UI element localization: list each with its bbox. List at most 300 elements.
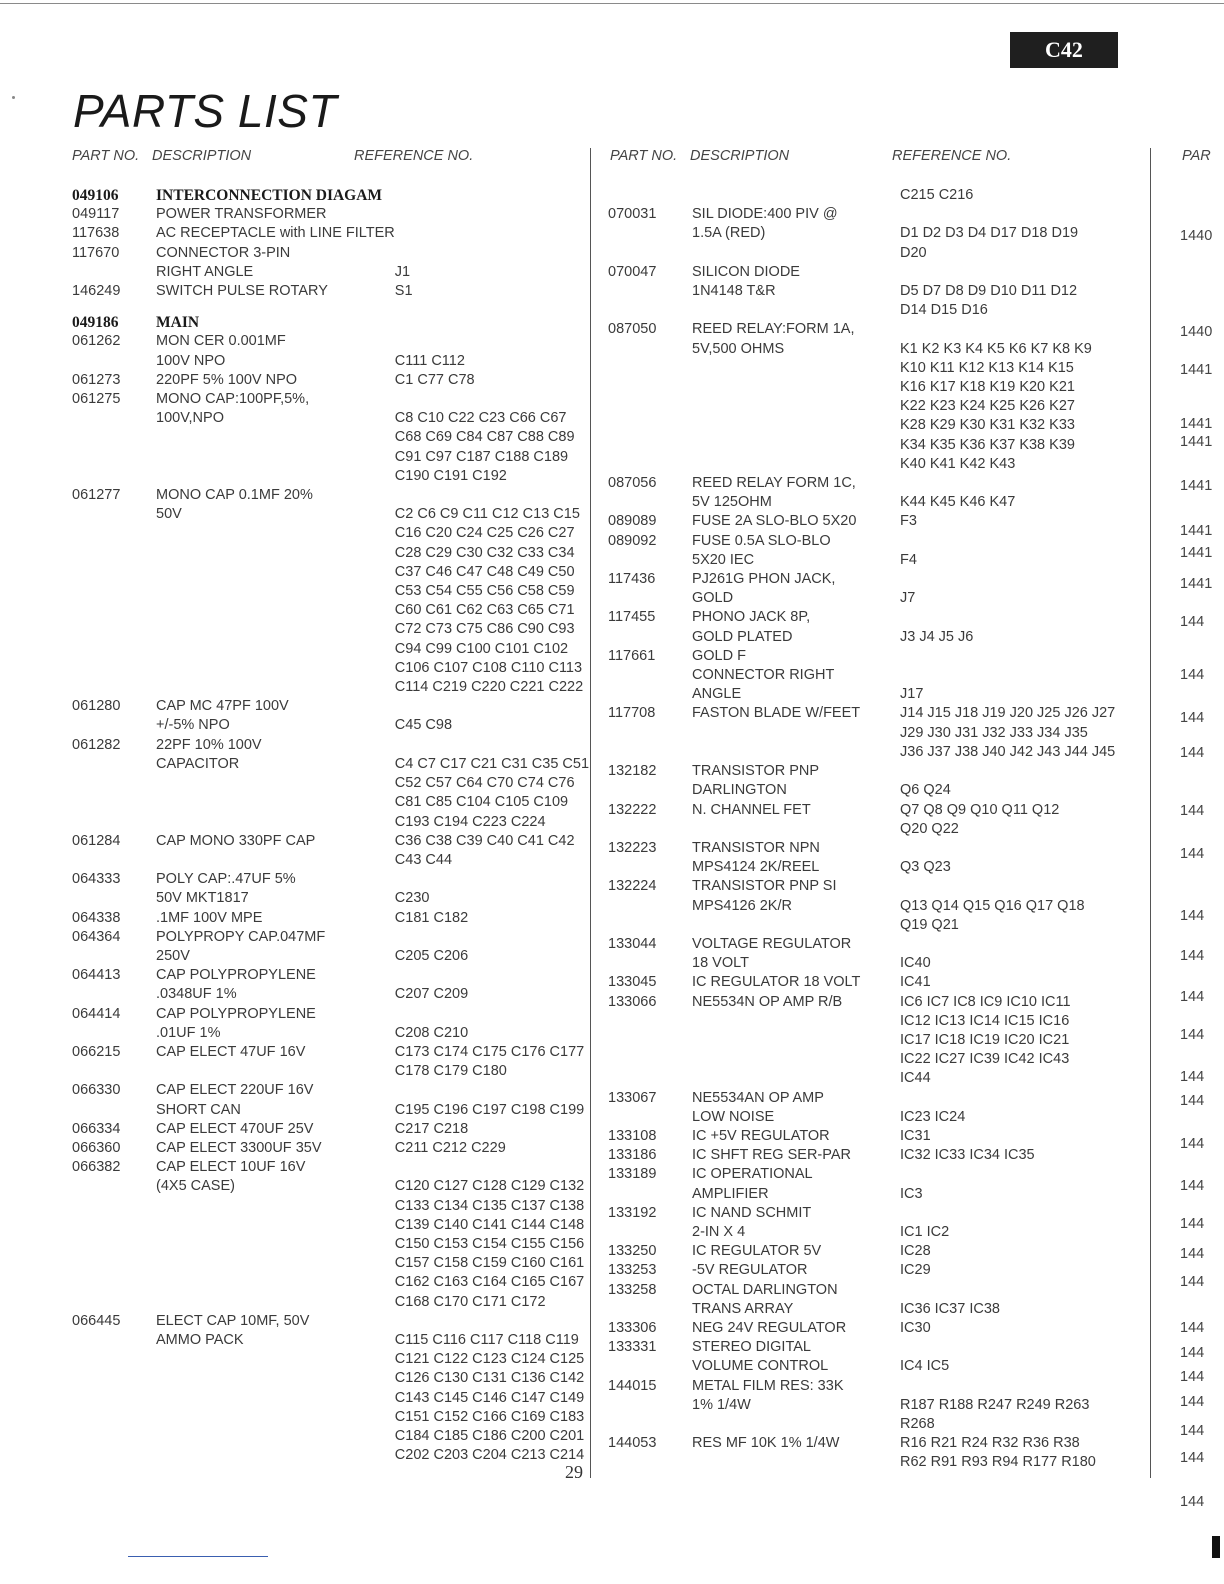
parts-row-middle [608, 570, 1140, 589]
parts-row-middle [608, 301, 1140, 320]
right-edge-part-fragment: 144 [1180, 1069, 1205, 1085]
reference-cell: C150 C153 C154 C155 C156 [394, 1235, 585, 1252]
parts-row-left [72, 563, 625, 582]
parts-row-left [72, 448, 625, 467]
description-cell: IC REGULATOR 18 VOLT [692, 974, 861, 991]
parts-row-middle [608, 1261, 1140, 1280]
part-no-cell: 064333 [72, 871, 121, 888]
description-cell: .01UF 1% [156, 1024, 221, 1041]
scan-speck [12, 96, 15, 99]
description-cell: NE5534AN OP AMP [692, 1089, 824, 1106]
description-cell [156, 467, 395, 486]
description-cell [156, 601, 395, 620]
parts-row-middle [608, 359, 1140, 378]
reference-cell: C157 C158 C159 C160 C161 [394, 1255, 585, 1272]
part-no-cell [72, 813, 156, 832]
parts-row-middle [608, 186, 1140, 205]
right-edge-part-fragment: 144 [1180, 948, 1205, 964]
reference-cell: C37 C46 C47 C48 C49 C50 [394, 563, 575, 580]
description-cell [156, 301, 395, 313]
parts-row-left [72, 1312, 625, 1331]
parts-row-middle [608, 474, 1140, 493]
parts-row-middle [608, 1108, 1140, 1127]
parts-row-middle [608, 993, 1140, 1012]
parts-row-left [72, 870, 625, 889]
part-no-cell [72, 352, 156, 371]
reference-cell [395, 1005, 625, 1024]
part-no-cell [72, 889, 156, 908]
parts-row-left [72, 1158, 625, 1177]
description-cell [156, 1254, 395, 1273]
description-cell: MPS4126 2K/R [692, 897, 792, 914]
parts-row-middle [608, 1127, 1140, 1146]
description-cell: .1MF 100V MPE [156, 909, 263, 926]
parts-row-middle [608, 589, 1140, 608]
description-cell [156, 1369, 395, 1388]
parts-row-middle [608, 244, 1140, 263]
description-cell [692, 359, 900, 378]
top-rule [0, 3, 1224, 4]
description-cell [692, 916, 900, 935]
part-no-cell [72, 620, 156, 639]
right-edge-part-fragment: 144 [1180, 1274, 1205, 1290]
parts-row-middle [608, 1185, 1140, 1204]
right-edge-part-fragment: 144 [1180, 1320, 1205, 1336]
reference-cell: R16 R21 R24 R32 R36 R38 [900, 1435, 1080, 1452]
reference-cell: K16 K17 K18 K19 K20 K21 [900, 379, 1075, 396]
part-no-cell: 061275 [72, 391, 121, 408]
description-cell: REED RELAY FORM 1C, [692, 475, 856, 492]
description-cell [692, 1415, 900, 1434]
description-cell: PJ261G PHON JACK, [692, 571, 836, 588]
description-cell [692, 301, 900, 320]
reference-cell: D1 D2 D3 D4 D17 D18 D19 [900, 225, 1079, 242]
parts-row-left [72, 1005, 625, 1024]
parts-row-left [72, 544, 625, 563]
part-no-cell [72, 301, 156, 313]
reference-cell: C81 C85 C104 C105 C109 [394, 794, 569, 811]
parts-row-middle [608, 1050, 1140, 1069]
reference-cell [395, 186, 625, 205]
right-edge-part-fragment: 1441 [1180, 545, 1213, 561]
parts-row-left [72, 909, 625, 928]
part-no-cell [72, 1197, 156, 1216]
description-cell [156, 563, 395, 582]
description-cell: CONNECTOR RIGHT [692, 667, 835, 684]
part-no-cell: 066330 [72, 1082, 121, 1099]
reference-cell [900, 647, 1140, 666]
parts-row-middle [608, 935, 1140, 954]
parts-row-left [72, 390, 625, 409]
reference-cell: IC36 IC37 IC38 [900, 1300, 1000, 1317]
parts-row-middle [608, 397, 1140, 416]
header-part-no-mid: PART NO. [610, 148, 678, 164]
description-cell [156, 448, 395, 467]
reference-cell [900, 205, 1140, 224]
reference-cell: C121 C122 C123 C124 C125 [394, 1351, 585, 1368]
description-cell: VOLUME CONTROL [692, 1358, 829, 1375]
right-edge-part-fragment: 144 [1180, 803, 1205, 819]
right-edge-part-fragment: 144 [1180, 1216, 1205, 1232]
description-cell [156, 1408, 395, 1427]
parts-row-middle [608, 801, 1140, 820]
reference-cell: F4 [900, 551, 917, 568]
reference-cell: IC30 [900, 1319, 931, 1336]
parts-row-left [72, 1043, 625, 1062]
description-cell: PHONO JACK 8P, [692, 609, 811, 626]
description-cell: CAP ELECT 470UF 25V [156, 1120, 314, 1137]
reference-cell [900, 1281, 1140, 1300]
part-no-cell [72, 448, 156, 467]
part-no-cell: 064413 [72, 967, 121, 984]
parts-row-left [72, 947, 625, 966]
reference-cell: C205 C206 [394, 947, 469, 964]
reference-cell [900, 1204, 1140, 1223]
description-cell: CAP ELECT 10UF 16V [156, 1159, 306, 1176]
description-cell: CAP POLYPROPYLENE [156, 1005, 316, 1022]
description-cell [692, 378, 900, 397]
part-no-cell: 066445 [72, 1312, 121, 1329]
parts-row-middle [608, 1146, 1140, 1165]
part-no-cell [72, 755, 156, 774]
description-cell [156, 1273, 395, 1292]
right-edge-part-fragment: 144 [1180, 908, 1205, 924]
parts-row-middle [608, 1434, 1140, 1453]
description-cell: CAP POLYPROPYLENE [156, 967, 316, 984]
reference-cell: IC17 IC18 IC19 IC20 IC21 [900, 1031, 1070, 1048]
part-no-cell [608, 589, 692, 608]
description-cell [156, 1427, 395, 1446]
reference-cell [395, 870, 625, 889]
reference-cell: C215 C216 [900, 187, 974, 203]
part-no-cell [72, 263, 156, 282]
reference-cell: J29 J30 J31 J32 J33 J34 J35 [900, 724, 1088, 741]
description-cell [156, 1446, 395, 1465]
part-no-cell: 133067 [608, 1089, 657, 1106]
right-edge-part-fragment: 1441 [1180, 576, 1213, 592]
part-no-cell: 133331 [608, 1339, 657, 1356]
reference-cell: C16 C20 C24 C25 C26 C27 [394, 525, 575, 542]
parts-row-left [72, 736, 625, 755]
part-no-cell [72, 1331, 156, 1350]
right-edge-part-fragment: 1441 [1180, 362, 1213, 378]
description-cell [156, 524, 395, 543]
right-edge-part-fragment: 1440 [1180, 228, 1213, 244]
part-no-cell [608, 743, 692, 762]
reference-cell [395, 486, 625, 505]
part-no-cell [608, 1300, 692, 1319]
description-cell: REED RELAY:FORM 1A, [692, 321, 855, 338]
parts-row-middle [608, 858, 1140, 877]
description-cell: CAP MONO 330PF CAP [156, 832, 316, 849]
header-description-left: DESCRIPTION [152, 148, 252, 164]
description-cell: FUSE 2A SLO-BLO 5X20 [692, 513, 857, 530]
parts-row-middle [608, 704, 1140, 723]
part-no-cell: 133045 [608, 974, 657, 991]
description-cell: 1.5A (RED) [692, 225, 766, 242]
part-no-cell: 132224 [608, 878, 657, 895]
reference-cell [395, 390, 625, 409]
description-cell: TRANSISTOR PNP SI [692, 878, 837, 895]
description-cell: SWITCH PULSE ROTARY [156, 283, 328, 300]
parts-row-left [72, 1427, 625, 1446]
description-cell: TRANSISTOR PNP [692, 763, 820, 780]
parts-row-left [72, 1197, 625, 1216]
reference-cell: C151 C152 C166 C169 C183 [394, 1408, 585, 1425]
right-edge-part-fragment: 1440 [1180, 324, 1213, 340]
part-no-cell [72, 524, 156, 543]
reference-cell: K22 K23 K24 K25 K26 K27 [900, 398, 1075, 415]
description-cell: .0348UF 1% [156, 986, 237, 1003]
reference-cell [395, 1158, 625, 1177]
parts-row-middle [608, 839, 1140, 858]
description-cell [156, 1197, 395, 1216]
part-no-cell [72, 1235, 156, 1254]
part-no-cell [608, 1069, 692, 1088]
description-cell [692, 416, 900, 435]
parts-row-middle [608, 647, 1140, 666]
right-edge-part-fragment: 144 [1180, 1345, 1205, 1361]
right-edge-part-fragment: 144 [1180, 745, 1205, 761]
part-no-cell [72, 1177, 156, 1196]
reference-cell [395, 224, 625, 243]
parts-row-middle [608, 1300, 1140, 1319]
parts-row-middle [608, 263, 1140, 282]
description-cell [692, 1012, 900, 1031]
part-no-cell [72, 1427, 156, 1446]
description-cell: SHORT CAN [156, 1101, 241, 1118]
reference-cell: Q3 Q23 [900, 859, 951, 876]
reference-cell: K44 K45 K46 K47 [900, 494, 1016, 511]
part-no-cell [608, 378, 692, 397]
description-cell: IC REGULATOR 5V [692, 1243, 822, 1260]
description-cell [692, 186, 900, 205]
reference-cell: IC29 [900, 1262, 931, 1279]
description-cell [692, 820, 900, 839]
parts-row-middle [608, 1012, 1140, 1031]
reference-cell: C94 C99 C100 C101 C102 [394, 640, 569, 657]
reference-cell: C28 C29 C30 C32 C33 C34 [394, 544, 575, 561]
part-no-cell [72, 1024, 156, 1043]
reference-cell: J36 J37 J38 J40 J42 J43 J44 J45 [900, 743, 1116, 760]
parts-row-left [72, 1389, 625, 1408]
parts-row-left [72, 467, 625, 486]
reference-cell: C162 C163 C164 C165 C167 [394, 1274, 585, 1291]
description-cell: STEREO DIGITAL [692, 1339, 811, 1356]
part-no-cell [608, 916, 692, 935]
part-no-cell [608, 858, 692, 877]
reference-cell: C207 C209 [394, 986, 469, 1003]
parts-row-middle [608, 205, 1140, 224]
part-no-cell [608, 1415, 692, 1434]
part-no-cell: 117455 [608, 609, 656, 626]
description-cell: ANGLE [692, 686, 742, 703]
parts-row-middle [608, 1204, 1140, 1223]
reference-cell: C230 [394, 890, 430, 907]
part-no-cell [72, 1254, 156, 1273]
description-cell: GOLD PLATED [692, 628, 793, 645]
part-no-cell [72, 1293, 156, 1312]
reference-cell: R187 R188 R247 R249 R263 [900, 1396, 1090, 1413]
parts-row-left [72, 1408, 625, 1427]
right-edge-part-fragment: 144 [1180, 1246, 1205, 1262]
part-no-cell [608, 1223, 692, 1242]
parts-row-middle [608, 224, 1140, 243]
description-cell: POLY CAP:.47UF 5% [156, 871, 296, 888]
header-description-mid: DESCRIPTION [690, 148, 790, 164]
reference-cell: C143 C145 C146 C147 C149 [394, 1389, 585, 1406]
reference-cell [900, 935, 1140, 954]
reference-cell: J1 [394, 263, 411, 280]
right-edge-part-fragment: 144 [1180, 1394, 1205, 1410]
reference-cell [900, 320, 1140, 339]
part-no-cell [72, 505, 156, 524]
description-cell: POLYPROPY CAP.047MF [156, 928, 326, 945]
parts-row-left [72, 697, 625, 716]
header-reference-mid: REFERENCE NO. [892, 148, 1012, 164]
parts-row-left [72, 659, 625, 678]
description-cell: FUSE 0.5A SLO-BLO [692, 532, 831, 549]
part-no-cell [608, 724, 692, 743]
description-cell [156, 1062, 395, 1081]
reference-cell: C202 C203 C204 C213 C214 [394, 1447, 585, 1464]
part-no-cell: 132223 [608, 839, 657, 856]
description-cell [156, 544, 395, 563]
parts-row-left [72, 851, 625, 870]
parts-row-left [72, 313, 625, 332]
parts-row-left [72, 813, 625, 832]
reference-cell [395, 928, 625, 947]
parts-row-left [72, 224, 625, 243]
reference-cell: IC41 [900, 974, 931, 991]
parts-row-middle [608, 1338, 1140, 1357]
part-no-cell [72, 1408, 156, 1427]
description-cell: MONO CAP 0.1MF 20% [156, 487, 313, 504]
parts-row-middle [608, 512, 1140, 531]
reference-cell [900, 1089, 1140, 1108]
parts-row-middle [608, 320, 1140, 339]
part-no-cell: 133066 [608, 993, 657, 1010]
reference-cell: J7 [900, 590, 916, 607]
description-cell: CAPACITOR [156, 755, 240, 772]
part-no-cell: 133108 [608, 1127, 657, 1144]
right-edge-part-fragment: 144 [1180, 1027, 1205, 1043]
part-no-cell [608, 551, 692, 570]
part-no-cell: 133250 [608, 1243, 657, 1260]
part-no-cell: 144015 [608, 1377, 657, 1394]
reference-cell: D14 D15 D16 [900, 302, 988, 319]
part-no-cell [72, 582, 156, 601]
parts-row-left [72, 352, 625, 371]
description-cell: NE5534N OP AMP R/B [692, 993, 843, 1010]
parts-row-middle [608, 1453, 1140, 1472]
part-no-cell: 049186 [72, 314, 119, 332]
part-no-cell [608, 282, 692, 301]
right-edge-part-fragment: 144 [1180, 1178, 1205, 1194]
parts-row-left [72, 755, 625, 774]
part-no-cell: 087056 [608, 475, 657, 492]
description-cell: SILICON DIODE [692, 263, 800, 280]
right-edge-column [1180, 148, 1224, 1510]
footer-link-line [128, 1556, 268, 1557]
reference-cell: C173 C174 C175 C176 C177 [394, 1043, 585, 1060]
reference-cell: Q20 Q22 [900, 820, 959, 837]
part-no-cell: 049106 [72, 187, 119, 204]
reference-cell [395, 244, 625, 263]
parts-row-left [72, 1081, 625, 1100]
part-no-cell [608, 1012, 692, 1031]
description-cell: METAL FILM RES: 33K [692, 1377, 844, 1394]
parts-row-left [72, 793, 625, 812]
reference-cell: J17 [900, 686, 924, 703]
part-no-cell [608, 224, 692, 243]
part-no-cell: 066382 [72, 1159, 121, 1176]
parts-row-middle [608, 1031, 1140, 1050]
reference-cell: C53 C54 C55 C56 C58 C59 [394, 583, 575, 600]
reference-cell [900, 666, 1140, 685]
reference-cell [900, 877, 1140, 896]
part-no-cell [608, 436, 692, 455]
reference-cell: K40 K41 K42 K43 [900, 455, 1016, 472]
part-no-cell [608, 1357, 692, 1376]
reference-cell: IC32 IC33 IC34 IC35 [900, 1147, 1035, 1164]
part-no-cell [608, 781, 692, 800]
right-edge-part-fragment: 1441 [1180, 478, 1213, 494]
parts-row-middle [608, 1377, 1140, 1396]
parts-row-left [72, 1139, 625, 1158]
part-no-cell [72, 1350, 156, 1369]
description-cell: 220PF 5% 100V NPO [156, 371, 298, 388]
part-no-cell [608, 820, 692, 839]
right-edge-part-fragment: 144 [1180, 989, 1205, 1005]
parts-row-middle [608, 608, 1140, 627]
part-no-cell [72, 409, 156, 428]
reference-cell: C60 C61 C62 C63 C65 C71 [394, 602, 575, 619]
reference-cell [900, 1338, 1140, 1357]
part-no-cell: 061277 [72, 487, 121, 504]
parts-row-middle [608, 954, 1140, 973]
part-no-cell [72, 947, 156, 966]
part-no-cell [72, 1446, 156, 1465]
description-cell: IC OPERATIONAL [692, 1166, 813, 1183]
description-cell: AMPLIFIER [692, 1185, 769, 1202]
part-no-cell: 064364 [72, 928, 121, 945]
parts-row-left [72, 1273, 625, 1292]
part-no-cell [608, 244, 692, 263]
description-cell [156, 1293, 395, 1312]
reference-cell [900, 474, 1140, 493]
parts-row-middle [608, 666, 1140, 685]
description-cell: CAP MC 47PF 100V [156, 698, 289, 715]
part-no-cell [72, 659, 156, 678]
description-cell [156, 851, 395, 870]
part-no-cell: 133189 [608, 1166, 657, 1183]
reference-cell [395, 1081, 625, 1100]
reference-cell: C2 C6 C9 C11 C12 C13 C15 [394, 506, 580, 523]
header-reference-left: REFERENCE NO. [354, 148, 474, 164]
description-cell: RIGHT ANGLE [156, 263, 254, 280]
reference-cell: K28 K29 K30 K31 K32 K33 [900, 417, 1075, 434]
reference-cell: IC40 [900, 955, 931, 972]
right-edge-part-fragment: 144 [1180, 710, 1205, 726]
description-cell [692, 743, 900, 762]
description-cell: -5V REGULATOR [692, 1262, 808, 1279]
part-no-cell: 070031 [608, 206, 657, 223]
reference-cell: C126 C130 C131 C136 C142 [394, 1370, 585, 1387]
description-cell: AC RECEPTACLE with LINE FILTER [156, 225, 395, 242]
description-cell: CAP ELECT 47UF 16V [156, 1043, 306, 1060]
part-no-cell [608, 397, 692, 416]
